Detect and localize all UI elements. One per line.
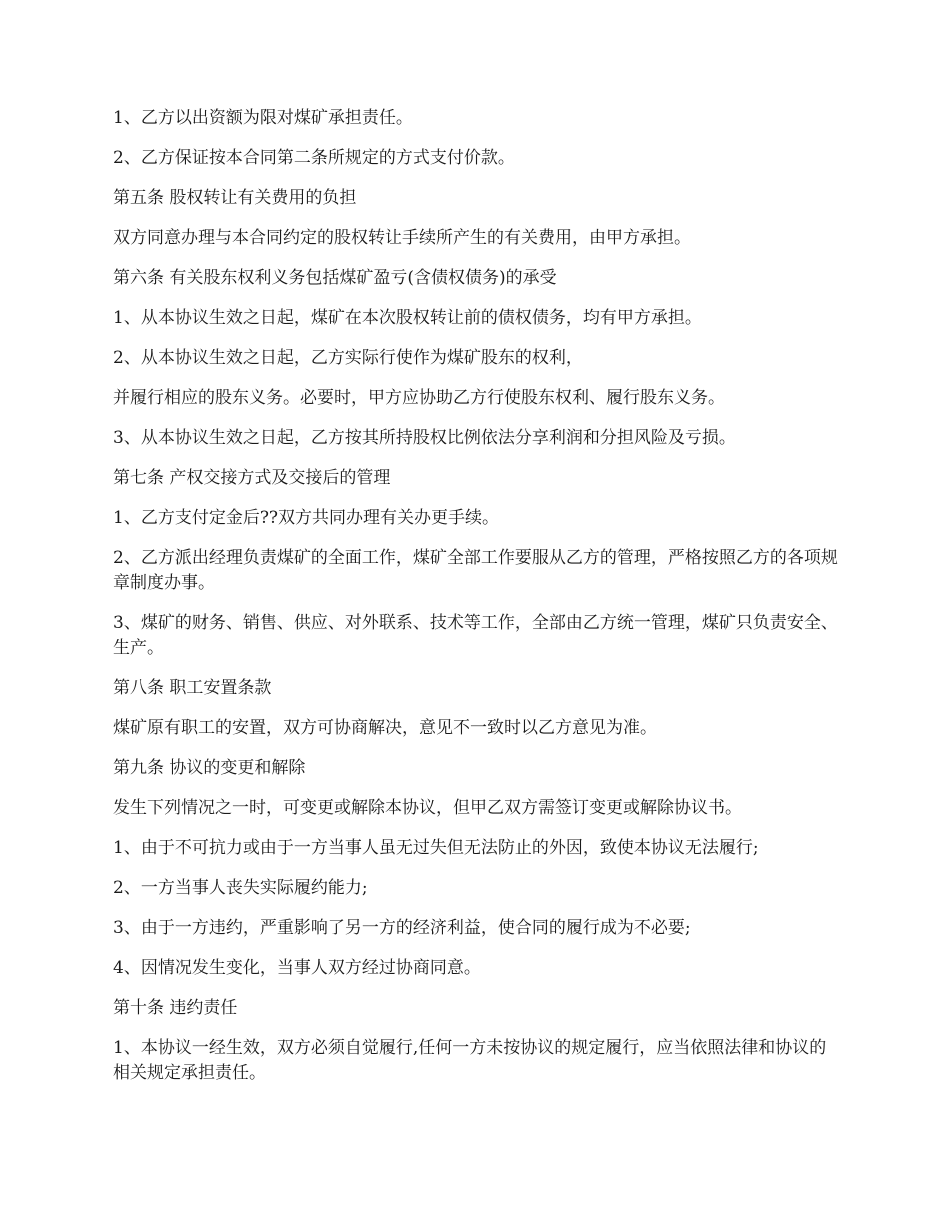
- heading-clause-10: 第十条 违约责任: [113, 998, 238, 1018]
- paragraph-clause-10-item-1: 1、本协议一经生效，双方必须自觉履行,任何一方未按协议的规定履行，应当依照法律和协议的相关规定承担责任。: [113, 1038, 827, 1083]
- heading-clause-9: 第九条 协议的变更和解除: [113, 758, 306, 778]
- paragraph-clause-9-item-2: 2、一方当事人丧失实际履约能力;: [113, 878, 368, 898]
- heading-clause-8: 第八条 职工安置条款: [113, 678, 272, 698]
- paragraph-clause-7-item-2: 2、乙方派出经理负责煤矿的全面工作，煤矿全部工作要服从乙方的管理，严格按照乙方的各项规章制度办事。: [113, 548, 838, 593]
- paragraph-clause-9-intro: 发生下列情况之一时，可变更或解除本协议，但甲乙双方需签订变更或解除协议书。: [113, 798, 742, 818]
- paragraph-clause-7-item-3: 3、煤矿的财务、销售、供应、对外联系、技术等工作，全部由乙方统一管理，煤矿只负责安全、生产。: [113, 613, 838, 658]
- paragraph-clause-6-item-2-continued: 并履行相应的股东义务。必要时，甲方应协助乙方行使股东权利、履行股东义务。: [113, 388, 725, 408]
- paragraph-clause-6-item-3: 3、从本协议生效之日起，乙方按其所持股权比例依法分享利润和分担风险及亏损。: [113, 428, 736, 448]
- paragraph-clause-4-item-1: 1、乙方以出资额为限对煤矿承担责任。: [113, 108, 413, 128]
- paragraph-clause-8-body: 煤矿原有职工的安置，双方可协商解决，意见不一致时以乙方意见为准。: [113, 718, 657, 738]
- paragraph-clause-9-item-1: 1、由于不可抗力或由于一方当事人虽无过失但无法防止的外因，致使本协议无法履行;: [113, 838, 759, 858]
- paragraph-clause-5-body: 双方同意办理与本合同约定的股权转让手续所产生的有关费用，由甲方承担。: [113, 228, 691, 248]
- heading-clause-6: 第六条 有关股东权利义务包括煤矿盈亏(含债权债务)的承受: [113, 268, 557, 288]
- paragraph-clause-9-item-3: 3、由于一方违约，严重影响了另一方的经济利益，使合同的履行成为不必要;: [113, 918, 691, 938]
- paragraph-clause-7-item-1: 1、乙方支付定金后??双方共同办理有关办更手续。: [113, 508, 500, 528]
- paragraph-clause-9-item-4: 4、因情况发生变化，当事人双方经过协商同意。: [113, 958, 481, 978]
- heading-clause-5: 第五条 股权转让有关费用的负担: [113, 188, 357, 208]
- paragraph-clause-6-item-2: 2、从本协议生效之日起，乙方实际行使作为煤矿股东的权利，: [113, 348, 583, 368]
- heading-clause-7: 第七条 产权交接方式及交接后的管理: [113, 468, 391, 488]
- paragraph-clause-4-item-2: 2、乙方保证按本合同第二条所规定的方式支付价款。: [113, 148, 515, 168]
- paragraph-clause-6-item-1: 1、从本协议生效之日起，煤矿在本次股权转让前的债权债务，均有甲方承担。: [113, 308, 702, 328]
